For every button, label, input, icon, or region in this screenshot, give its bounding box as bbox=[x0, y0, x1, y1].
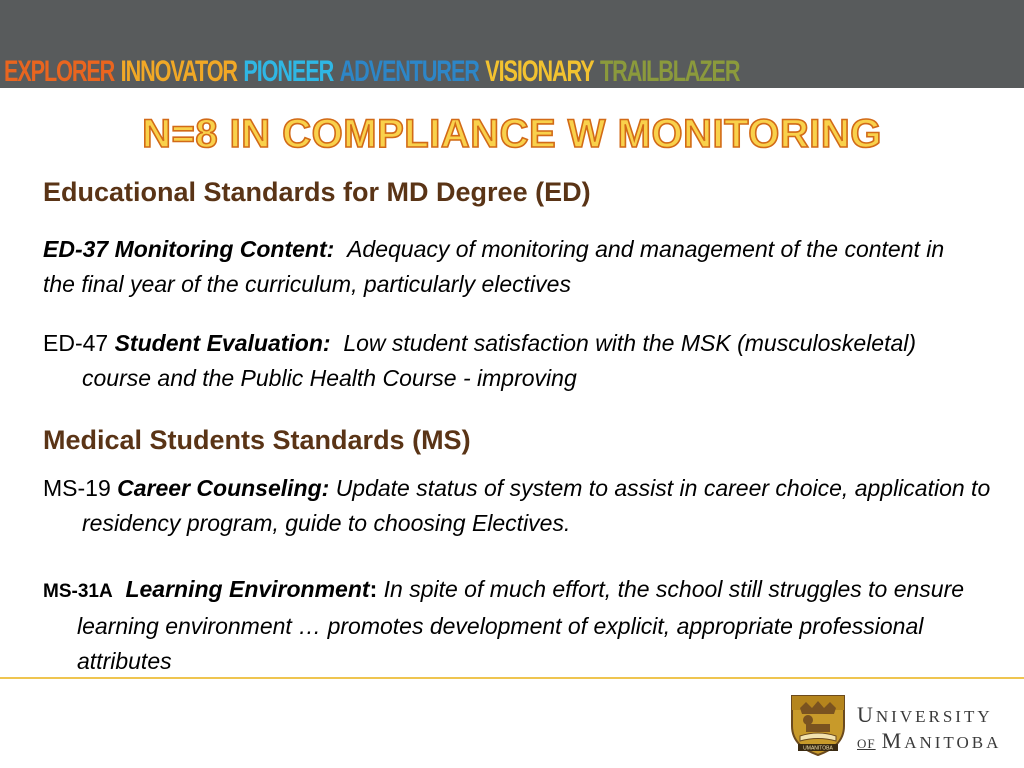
tagline bbox=[4, 52, 746, 92]
university-name-line1: UNIVERSITY bbox=[857, 702, 993, 727]
tagline-word: EXPLORER bbox=[4, 55, 115, 88]
university-logo bbox=[788, 692, 1008, 758]
tagline-word: INNOVATOR bbox=[120, 55, 237, 88]
standard-item-ms-19 bbox=[43, 471, 1012, 541]
tagline-word: VISIONARY bbox=[485, 55, 594, 88]
tagline-word: TRAILBLAZER bbox=[600, 55, 740, 88]
university-crest-icon bbox=[788, 692, 848, 756]
slide-title: N=8 IN COMPLIANCE W MONITORING bbox=[142, 112, 882, 156]
standard-description: Adequacy of monitoring and management of the content in the final year of the curriculum, particularly electives bbox=[43, 236, 945, 297]
standard-label: Career Counseling: bbox=[117, 475, 330, 501]
header-bar bbox=[0, 0, 1024, 88]
standard-label: ED-37 Monitoring Content: bbox=[43, 236, 335, 262]
standard-code: MS-19 bbox=[43, 475, 111, 501]
tagline-word: PIONEER bbox=[243, 55, 334, 88]
standard-item-ed-47 bbox=[43, 326, 982, 396]
tagline-word: ADVENTURER bbox=[339, 55, 479, 88]
standard-code: MS-31A bbox=[43, 581, 113, 602]
standard-label-colon: : bbox=[369, 576, 378, 602]
standard-description: Low student satisfaction with the MSK (musculoskeletal) course and the Public Health Course - improving bbox=[82, 330, 917, 391]
standard-description: Update status of system to assist in career choice, application to residency program, guide to choosing Electives. bbox=[82, 475, 991, 536]
standard-item-ed-37 bbox=[43, 232, 963, 302]
standard-item-ms-31a bbox=[43, 572, 1007, 679]
university-name-line2: OF MANITOBA bbox=[857, 728, 1002, 753]
footer-divider bbox=[0, 677, 1024, 679]
svg-text:UMANITOBA: UMANITOBA bbox=[803, 745, 833, 752]
section-heading-ms: Medical Students Standards (MS) bbox=[43, 425, 471, 455]
standard-label: Student Evaluation: bbox=[114, 330, 331, 356]
standard-code: ED-47 bbox=[43, 330, 109, 356]
standard-description: In spite of much effort, the school still struggles to ensure learning environment … promotes development of explicit, appropriate professional attributes bbox=[77, 576, 965, 674]
section-heading-ed: Educational Standards for MD Degree (ED) bbox=[43, 177, 591, 207]
standard-label: Learning Environment bbox=[125, 576, 370, 602]
